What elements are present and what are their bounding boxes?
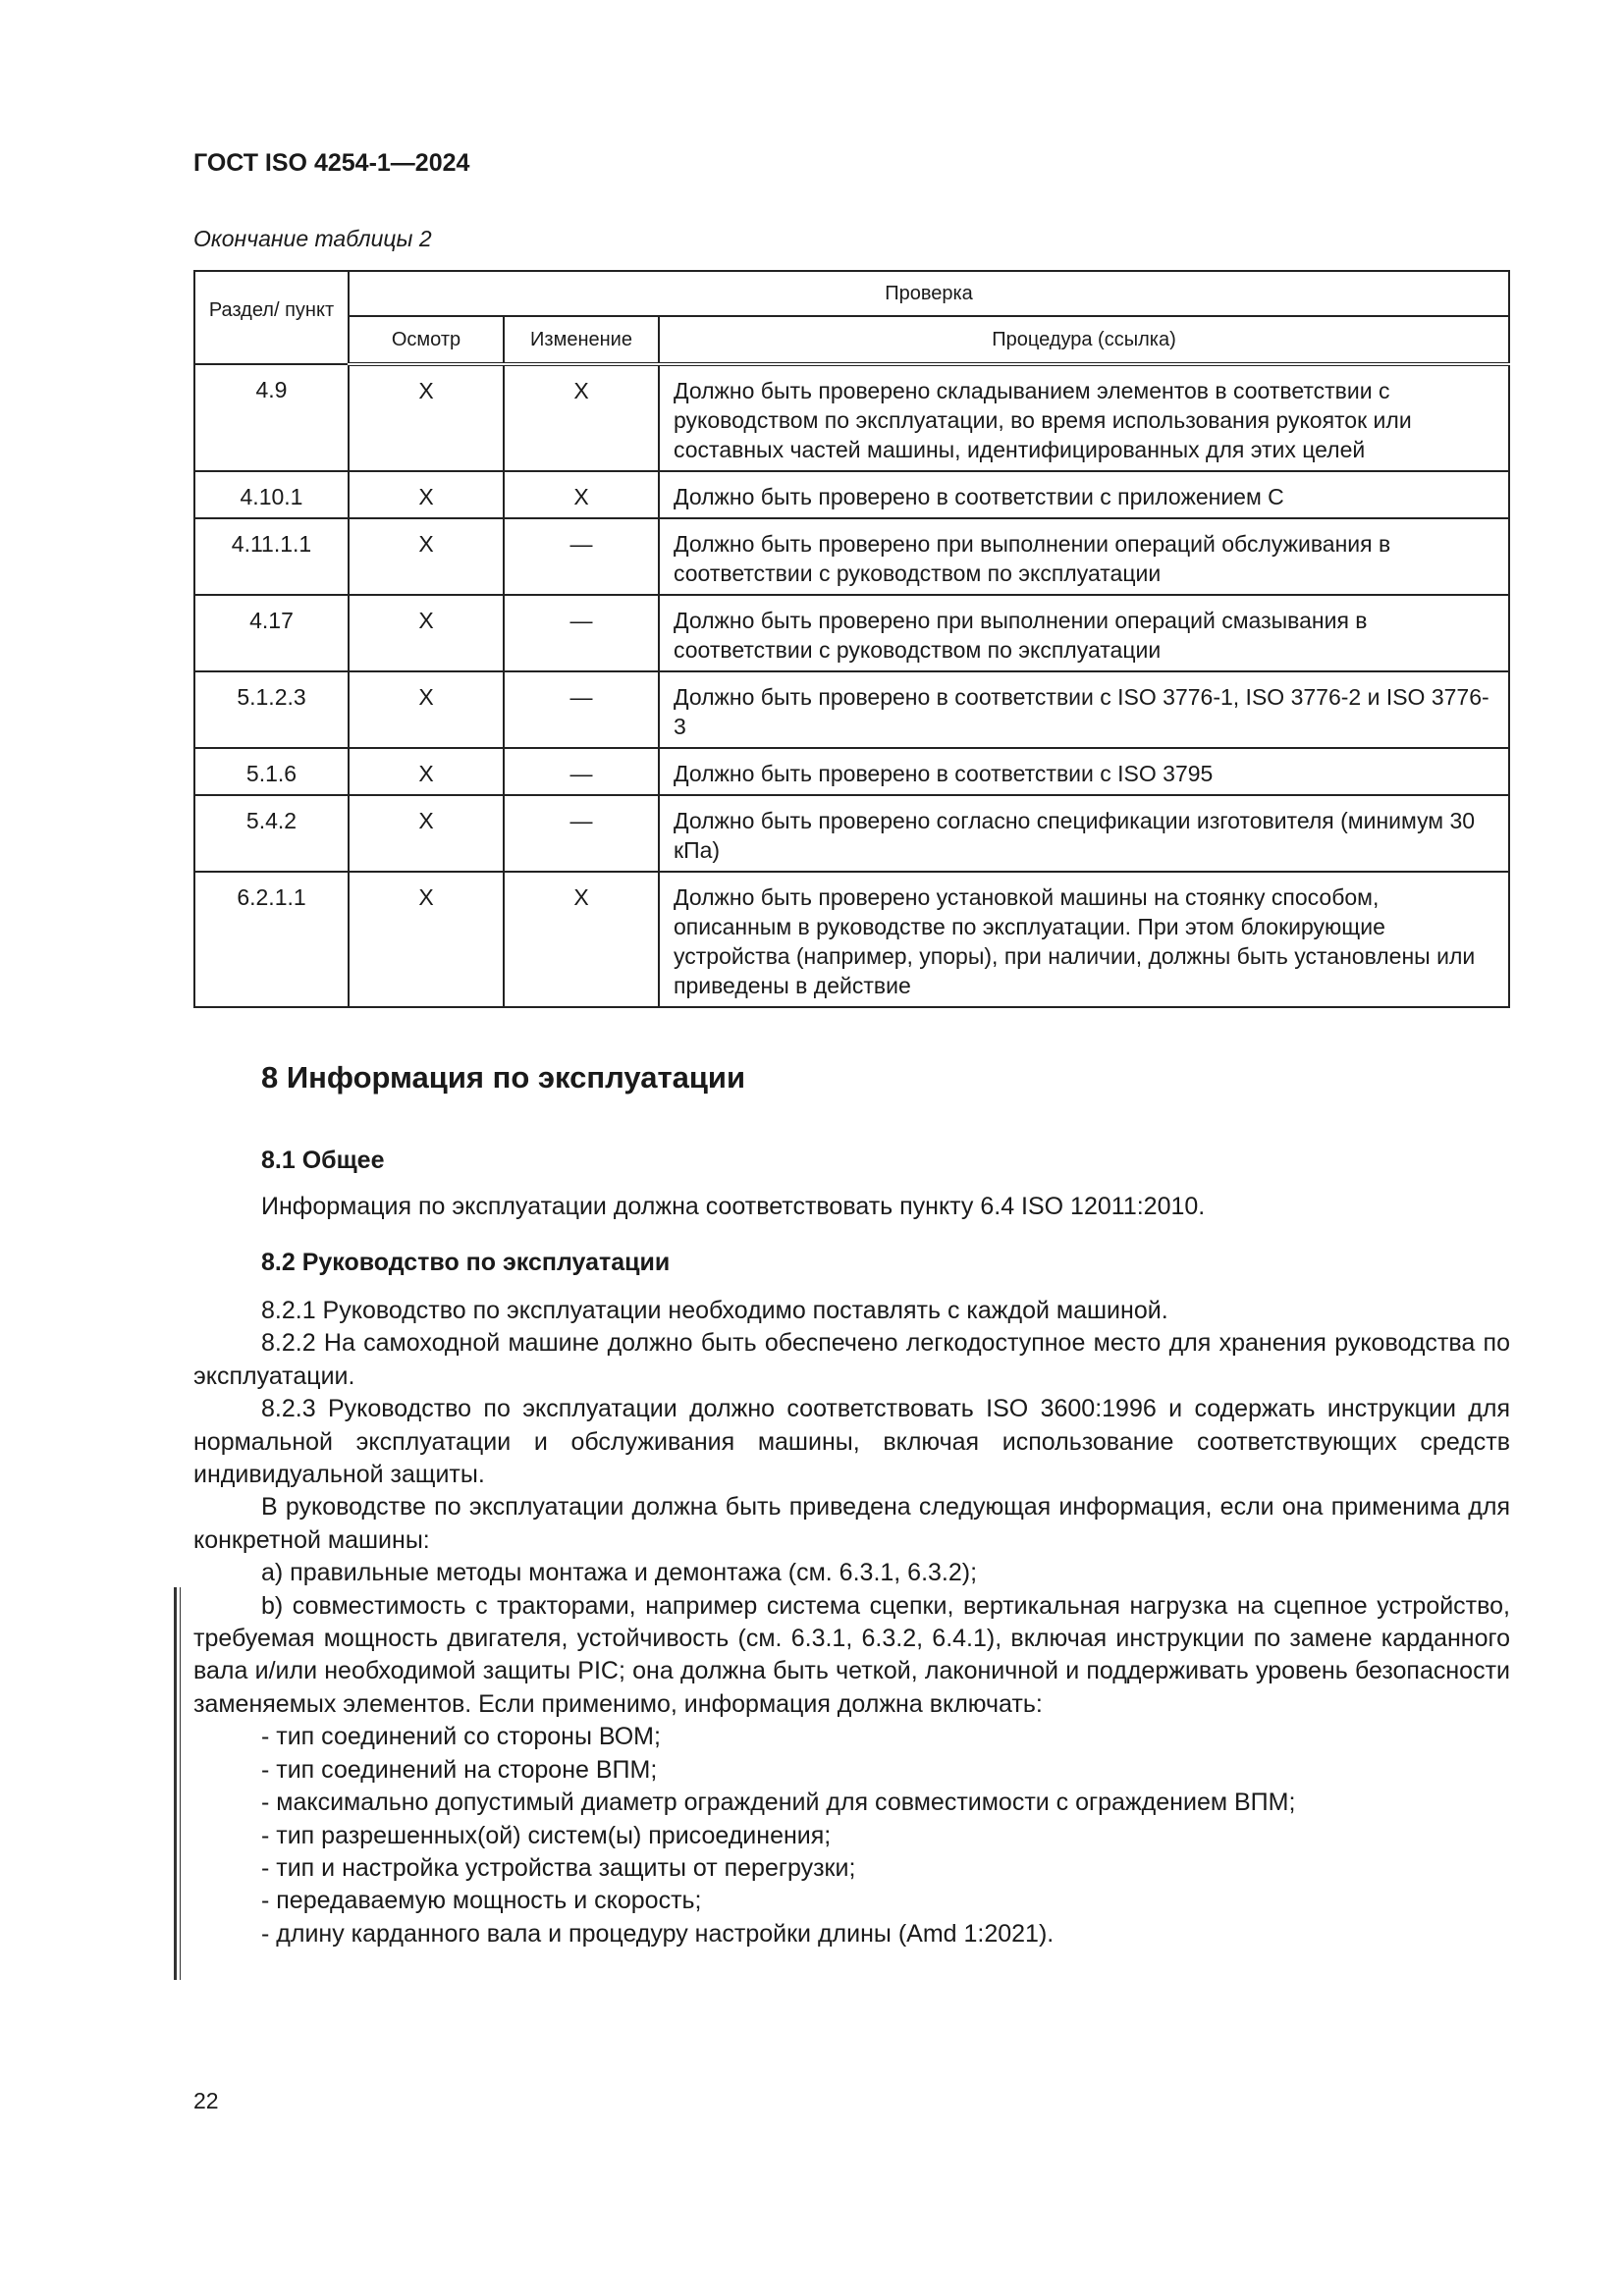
cell-inspection: X — [349, 518, 504, 595]
subsection-heading-general: 8.1 Общее — [261, 1147, 385, 1174]
table-caption: Окончание таблицы 2 — [193, 226, 432, 251]
cell-change: — — [504, 748, 659, 795]
cell-change: — — [504, 595, 659, 671]
list-item-b: b) совместимость с тракторами, например система сцепки, вертикальная нагрузка на сцепное устройство, требуемая мощность двигателя, устойчивость (см. 6.3.1, 6.3.2, 6.4.1), включая инструкции по замене карданного вала и/или необходимой защиты PIC; она должна быть четкой, лаконичной и поддерживать уровень безопасности заменяемых элементов. Если применимо, информация должна включать: — [193, 1591, 1510, 1718]
cell-section: 5.1.6 — [194, 748, 349, 795]
cell-procedure: Должно быть проверено согласно спецификации изготовителя (минимум 30 кПа) — [659, 795, 1509, 872]
cell-inspection: X — [349, 872, 504, 1007]
cell-change: X — [504, 471, 659, 518]
cell-inspection: X — [349, 595, 504, 671]
cell-change: X — [504, 364, 659, 471]
cell-inspection: X — [349, 748, 504, 795]
general-paragraph: Информация по эксплуатации должна соответствовать пункту 6.4 ISO 12011:2010. — [261, 1193, 1206, 1220]
paragraph-info-intro: В руководстве по эксплуатации должна быть приведена следующая информация, если она применима для конкретной машины: — [193, 1493, 1510, 1554]
document-code: ГОСТ ISO 4254-1—2024 — [193, 149, 470, 177]
cell-change: — — [504, 671, 659, 748]
table-row — [194, 471, 1509, 518]
header-procedure: Процедура (ссылка) — [659, 316, 1509, 364]
manual-body-text — [193, 1295, 1510, 1950]
cell-inspection: X — [349, 795, 504, 872]
cell-change: — — [504, 795, 659, 872]
table-row — [194, 872, 1509, 1007]
dash-item: - максимально допустимый диаметр ограждений для совместимости с ограждением ВПМ; — [261, 1789, 1296, 1817]
dash-item: - длину карданного вала и процедуру настройки длины (Amd 1:2021). — [261, 1919, 1055, 1948]
table-row — [194, 748, 1509, 795]
cell-section: 4.9 — [194, 364, 349, 471]
cell-inspection: X — [349, 364, 504, 471]
change-bar-marker — [174, 1587, 177, 1980]
cell-procedure: Должно быть проверено в соответствии с ISO 3776-1, ISO 3776-2 и ISO 3776-3 — [659, 671, 1509, 748]
paragraph-8-2-1: 8.2.1 Руководство по эксплуатации необходимо поставлять с каждой машиной. — [261, 1297, 1168, 1324]
cell-procedure: Должно быть проверено установкой машины на стоянку способом, описанным в руководстве по эксплуатации. При этом блокирующие устройства (например, упоры), при наличии, должны быть установлены или приведены в действие — [659, 872, 1509, 1007]
list-item-a: а) правильные методы монтажа и демонтажа (см. 6.3.1, 6.3.2); — [261, 1559, 978, 1587]
cell-procedure: Должно быть проверено в соответствии с ISO 3795 — [659, 748, 1509, 795]
paragraph-8-2-2: 8.2.2 На самоходной машине должно быть обеспечено легкодоступное место для хранения руководства по эксплуатации. — [193, 1329, 1510, 1390]
table-row — [194, 595, 1509, 671]
header-check: Проверка — [349, 271, 1509, 316]
header-section: Раздел/ пункт — [194, 271, 349, 364]
dash-item: - тип и настройка устройства защиты от перегрузки; — [261, 1853, 856, 1882]
cell-section: 4.11.1.1 — [194, 518, 349, 595]
cell-section: 4.10.1 — [194, 471, 349, 518]
dash-item: - передаваемую мощность и скорость; — [261, 1887, 702, 1915]
header-inspection: Осмотр — [349, 316, 504, 364]
section-heading: 8 Информация по эксплуатации — [261, 1060, 746, 1095]
cell-procedure: Должно быть проверено складыванием элементов в соответствии с руководством по эксплуатации, во время использования рукояток или составных частей машины, идентифицированных для этих целей — [659, 364, 1509, 471]
cell-section: 4.17 — [194, 595, 349, 671]
cell-procedure: Должно быть проверено при выполнении операций смазывания в соответствии с руководством по эксплуатации — [659, 595, 1509, 671]
change-bar-marker-thin — [180, 1587, 181, 1980]
paragraph-8-2-3: 8.2.3 Руководство по эксплуатации должно соответствовать ISO 3600:1996 и содержать инструкции для нормальной эксплуатации и обслуживания машины, включая использование соответствующих средств индивидуальной защиты. — [193, 1395, 1510, 1489]
subsection-heading-manual: 8.2 Руководство по эксплуатации — [261, 1249, 671, 1276]
cell-change: X — [504, 872, 659, 1007]
cell-section: 6.2.1.1 — [194, 872, 349, 1007]
page-number: 22 — [193, 2088, 219, 2113]
cell-procedure: Должно быть проверено в соответствии с приложением С — [659, 471, 1509, 518]
verification-table — [193, 270, 1510, 1008]
table-row — [194, 671, 1509, 748]
dash-item: - тип соединений на стороне ВПМ; — [261, 1755, 658, 1784]
cell-procedure: Должно быть проверено при выполнении операций обслуживания в соответствии с руководством по эксплуатации — [659, 518, 1509, 595]
dash-item: - тип соединений со стороны ВОМ; — [261, 1723, 661, 1751]
header-change: Изменение — [504, 316, 659, 364]
table-row — [194, 518, 1509, 595]
cell-change: — — [504, 518, 659, 595]
table-row — [194, 795, 1509, 872]
cell-section: 5.1.2.3 — [194, 671, 349, 748]
table-row — [194, 364, 1509, 471]
cell-section: 5.4.2 — [194, 795, 349, 872]
cell-inspection: X — [349, 471, 504, 518]
cell-inspection: X — [349, 671, 504, 748]
dash-item: - тип разрешенных(ой) систем(ы) присоединения; — [261, 1821, 832, 1849]
